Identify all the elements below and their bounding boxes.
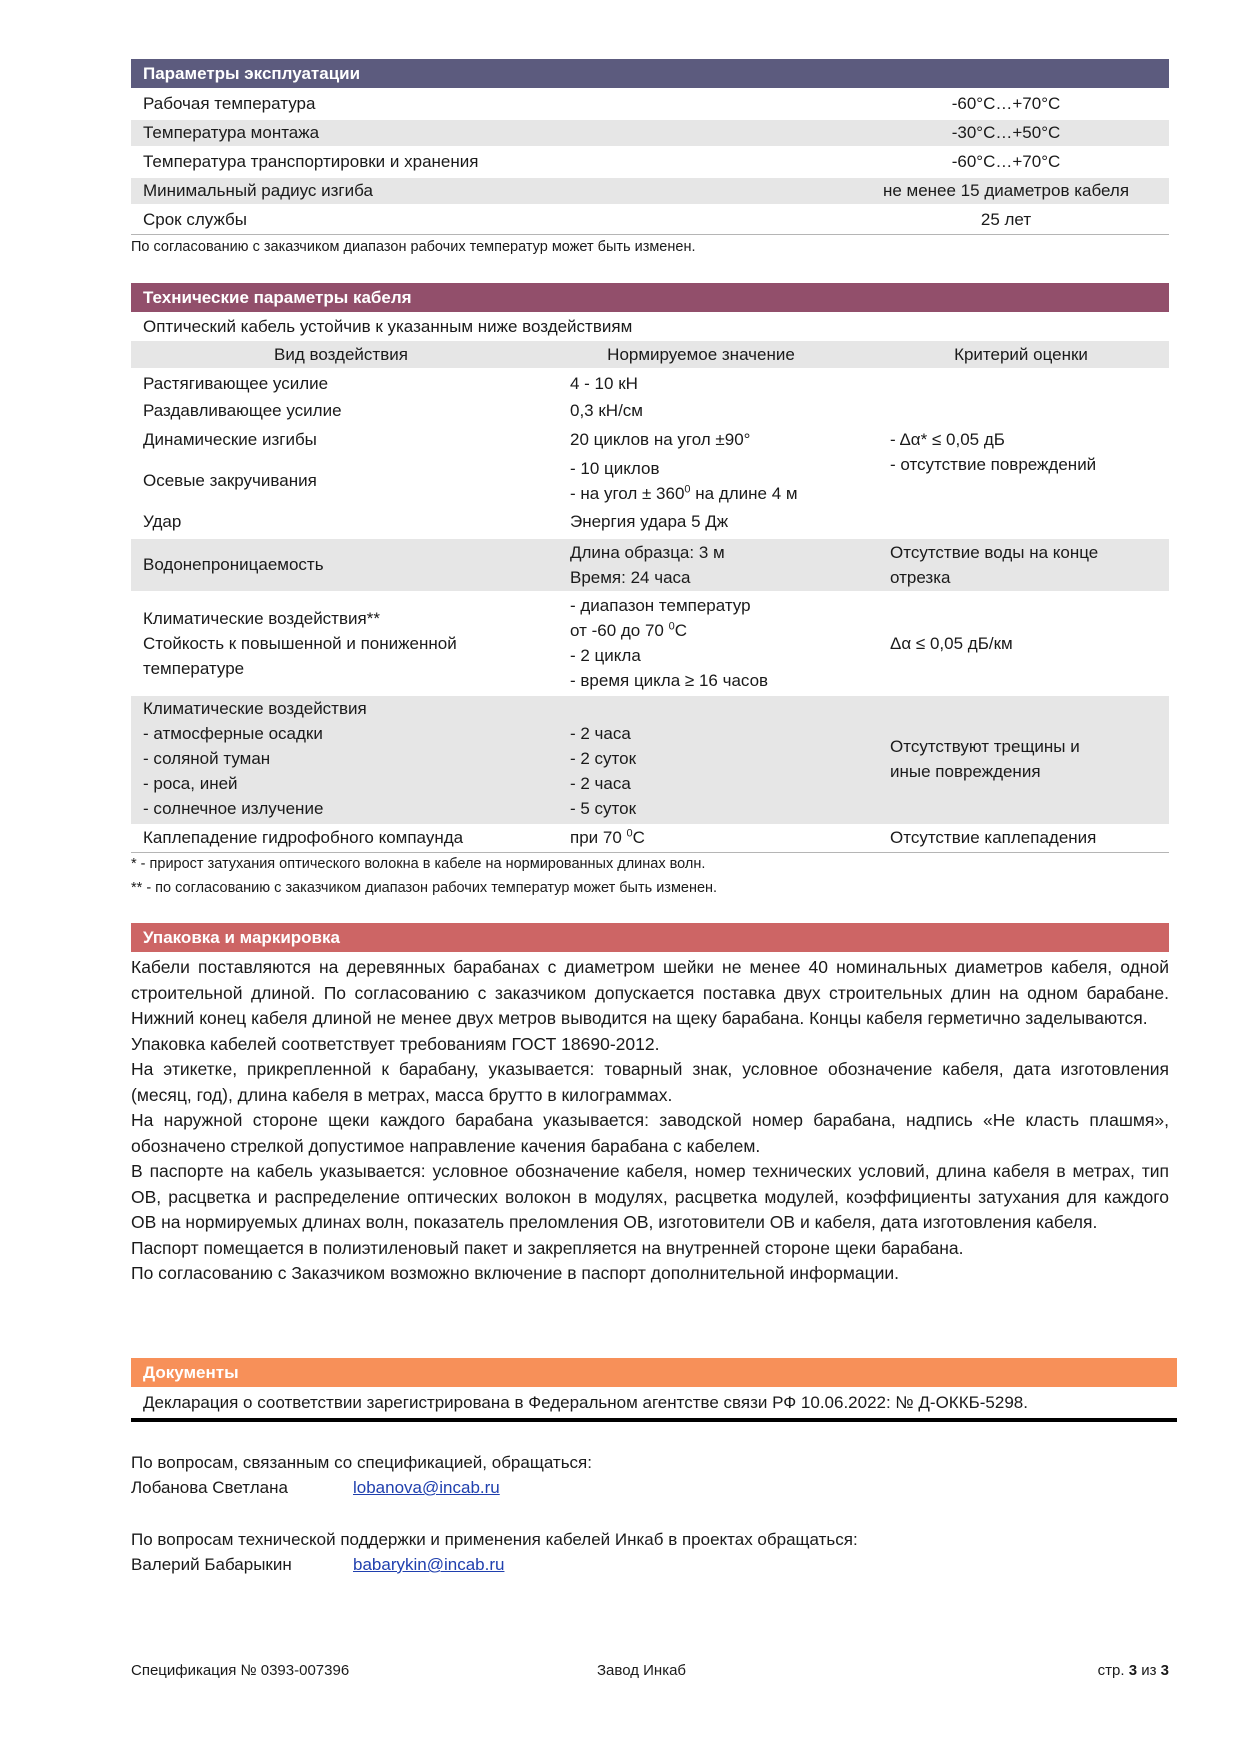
criterion: Отсутствие каплепадения (890, 828, 1097, 847)
tech-contact-name: Валерий Бабарыкин (131, 1555, 292, 1574)
norm-value: - 2 цикла (570, 646, 641, 665)
impact-label: Стойкость к повышенной и пониженной (143, 634, 457, 653)
norm-value: - диапазон температур (570, 596, 751, 615)
table-row (131, 539, 1169, 591)
norm-value: - 10 циклов (570, 459, 660, 478)
table-row (131, 178, 1169, 204)
page-current: 3 (1128, 1662, 1138, 1679)
param-label: Температура монтажа (143, 123, 320, 142)
packaging-text (131, 955, 1169, 1287)
table-row (131, 120, 1169, 146)
technical-table-header (131, 341, 1169, 368)
impact-label: Каплепадение гидрофобного компаунда (143, 828, 464, 847)
table-row (131, 825, 1169, 851)
norm-value: Энергия удара 5 Дж (570, 512, 729, 531)
norm-value: 4 - 10 кН (570, 374, 638, 393)
criterion: иные повреждения (890, 762, 1041, 781)
norm-value: 0,3 кН/см (570, 401, 643, 420)
impact-label: Растягивающее усилие (143, 374, 329, 393)
page-mid: из (1137, 1662, 1161, 1679)
param-value: -60°C…+70°C (951, 94, 1061, 113)
param-value: -30°C…+50°C (951, 123, 1061, 142)
criterion: Отсутствие воды на конце (890, 543, 1099, 562)
param-label: Срок службы (143, 210, 247, 229)
tech-contact-line (131, 1552, 858, 1577)
packaging-section-title: Упаковка и маркировка (143, 928, 340, 947)
criterion: Δα ≤ 0,05 дБ/км (890, 634, 1013, 653)
footer-company: Завод Инкаб (597, 1662, 687, 1679)
column-header: Критерий оценки (954, 345, 1088, 364)
table-row (131, 593, 1169, 695)
tech-email-link[interactable]: babarykin@incab.ru (353, 1555, 505, 1574)
packaging-section-header (131, 923, 1169, 952)
paragraph: Паспорт помещается в полиэтиленовый пакет и закрепляется на внутренней стороне щеки барабана. (131, 1237, 964, 1258)
spec-contact (131, 1450, 592, 1500)
technical-section-header (131, 283, 1169, 312)
impact-label: - солнечное излучение (143, 799, 324, 818)
table-row (131, 371, 1169, 537)
spec-contact-name: Лобанова Светлана (131, 1478, 288, 1497)
table-row (131, 207, 1169, 233)
criterion: отрезка (890, 568, 951, 587)
spec-question: По вопросам, связанным со спецификацией, обращаться: (131, 1453, 592, 1472)
paragraph: Кабели поставляются на деревянных барабанах с диаметром шейки не менее 40 номинальных диаметров кабеля, одной строительной длиной. По согласованию с заказчиком допускается поставка двух строительных длин на одном барабане. Нижний конец кабеля длиной не менее двух метров выводится на щеку барабана. Концы кабеля герметично заделываются. (131, 957, 1169, 1028)
param-value: -60°C…+70°C (951, 152, 1061, 171)
param-label: Рабочая температура (143, 94, 316, 113)
spec-email-link[interactable]: lobanova@incab.ru (353, 1478, 500, 1497)
degree-sup: 0 (668, 620, 675, 633)
operation-section-header (131, 59, 1169, 88)
technical-intro (131, 314, 1169, 339)
norm-value: - время цикла ≥ 16 часов (570, 671, 769, 690)
page-total: 3 (1160, 1662, 1169, 1679)
norm-value (570, 825, 645, 850)
column-header: Вид воздействия (274, 345, 408, 364)
impact-label: Осевые закручивания (143, 471, 317, 490)
norm-value (570, 618, 687, 643)
tech-question: По вопросам технической поддержки и применения кабелей Инкаб в проектах обращаться: (131, 1530, 858, 1549)
footnote: ** - по согласованию с заказчиком диапазон рабочих температур может быть изменен. (131, 880, 718, 896)
norm-value-text: при 70 (570, 828, 627, 847)
criterion: Отсутствуют трещины и (890, 737, 1080, 756)
column-header: Нормируемое значение (607, 345, 795, 364)
norm-value-text: от -60 до 70 (570, 621, 669, 640)
table-row (131, 696, 1169, 824)
norm-value-text: - на угол ± 360 (570, 484, 685, 503)
paragraph: В паспорте на кабель указывается: условное обозначение кабеля, номер технических условий, длина кабеля в метрах, тип ОВ, расцветка и распределение оптических волокон в модулях, расцветка модулей, коэффициенты затухания для каждого ОВ на нормируемых длинах волн, показатель преломления ОВ, изготовители ОВ и кабеля, дата изготовления кабеля. (131, 1161, 1169, 1232)
impact-label: Водонепроницаемость (143, 555, 324, 574)
documents-bottom-rule (131, 1418, 1177, 1422)
documents-row (131, 1389, 1177, 1416)
param-label: Минимальный радиус изгиба (143, 181, 373, 200)
norm-value: Время: 24 часа (570, 568, 691, 587)
table-row (131, 91, 1169, 117)
paragraph: На этикетке, прикрепленной к барабану, указывается: товарный знак, условное обозначение кабеля, дата изготовления (месяц, год), длина кабеля в метрах, масса брутто в килограммах. (131, 1059, 1169, 1105)
norm-value: - 2 часа (570, 774, 631, 793)
param-value: не менее 15 диаметров кабеля (882, 181, 1130, 200)
footer-spec: Спецификация № 0393-007396 (131, 1662, 350, 1679)
table-divider (131, 234, 1169, 235)
impact-label: Раздавливающее усилие (143, 401, 342, 420)
table-divider (131, 852, 1169, 853)
norm-value-text: C (632, 828, 645, 847)
impact-label: - роса, иней (143, 774, 238, 793)
param-label: Температура транспортировки и хранения (143, 152, 479, 171)
page-prefix: стр. (1097, 1662, 1129, 1679)
footnote: * - прирост затухания оптического волокна в кабеле на нормированных длинах волн. (131, 856, 706, 872)
footer-page (1098, 1662, 1169, 1679)
norm-value: - 2 часа (570, 724, 631, 743)
norm-value: Длина образца: 3 м (570, 543, 725, 562)
spec-contact-line (131, 1475, 592, 1500)
norm-value: - 5 суток (570, 799, 637, 818)
paragraph: Упаковка кабелей соответствует требованиям ГОСТ 18690-2012. (131, 1033, 660, 1054)
impact-label: температуре (143, 659, 245, 678)
technical-section-title: Технические параметры кабеля (143, 288, 412, 307)
impact-label: Удар (143, 512, 182, 531)
table-row (131, 149, 1169, 175)
impact-label: Климатические воздействия** (143, 609, 380, 628)
param-value: 25 лет (980, 210, 1032, 229)
tech-contact (131, 1527, 858, 1577)
declaration-text: Декларация о соответствии зарегистрирована в Федеральном агентстве связи РФ 10.06.2022: № Д-ОККБ-5298. (143, 1393, 1028, 1412)
criterion: - Δα* ≤ 0,05 дБ (890, 430, 1005, 449)
norm-value-text: C (674, 621, 688, 640)
impact-label: Климатические воздействия (143, 699, 367, 718)
documents-section-header (131, 1358, 1177, 1387)
impact-label: - атмосферные осадки (143, 724, 323, 743)
paragraph: По согласованию с Заказчиком возможно включение в паспорт дополнительной информации. (131, 1263, 900, 1283)
degree-sup: 0 (626, 827, 633, 840)
documents-section-title: Документы (143, 1363, 239, 1382)
operation-note: По согласованию с заказчиком диапазон рабочих температур может быть изменен. (131, 239, 696, 255)
operation-section-title: Параметры эксплуатации (143, 64, 361, 83)
paragraph: На наружной стороне щеки каждого барабана указывается: заводской номер барабана, надпись «Не класть плашмя», обозначено стрелкой допустимое направление качения барабана с кабелем. (131, 1110, 1169, 1156)
norm-value: - 2 суток (570, 749, 637, 768)
impact-label: - соляной туман (143, 749, 271, 768)
impact-label: Динамические изгибы (143, 430, 317, 449)
norm-value: 20 циклов на угол ±90° (570, 430, 751, 449)
norm-value-text: на длине 4 м (690, 484, 798, 503)
criterion: - отсутствие повреждений (890, 455, 1097, 474)
degree-sup: 0 (684, 483, 691, 496)
technical-intro-text: Оптический кабель устойчив к указанным ниже воздействиям (143, 317, 633, 336)
norm-value (570, 481, 798, 506)
